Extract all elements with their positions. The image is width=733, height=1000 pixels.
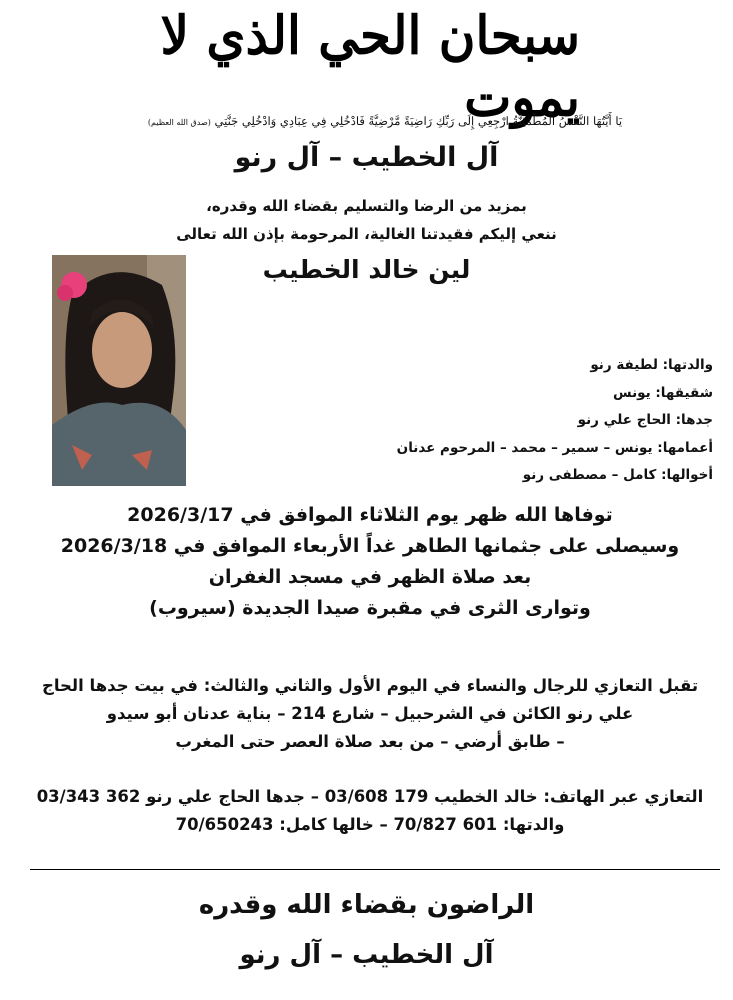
relative-grandfather: جدها: الحاج علي رنو: [577, 412, 713, 428]
verse-source: (صدق الله العظيم): [147, 118, 211, 127]
phone-line-1: التعازي عبر الهاتف: خالد الخطيب 179 03/608 – جدها الحاج علي رنو 362 03/343: [36, 787, 704, 806]
deceased-name: لين خالد الخطيب: [262, 255, 471, 284]
relative-mother: والدتها: لطيفة رنو: [590, 357, 713, 373]
announcement-line-2: ننعي إليكم فقيدتنا الغالية، المرحومة بإذن الله تعالى: [176, 225, 557, 243]
announcement-line-1: بمزيد من الرضا والتسليم بقضاء الله وقدره،: [206, 197, 527, 215]
family-names-title: آل الخطيب – آل رنو: [234, 142, 499, 173]
funeral-prayer-line: وسيصلى على جثمانها الطاهر غداً الأربعاء الموافق في 2026/3/18: [60, 535, 680, 557]
condolence-line-3: – طابق أرضي – من بعد صلاة العصر حتى المغرب: [175, 732, 565, 751]
prayer-location-line: بعد صلاة الظهر في مسجد الغفران: [208, 566, 532, 588]
footer-line-1: الراضون بقضاء الله وقدره: [198, 890, 535, 920]
footer-family-names: آل الخطيب – آل رنو: [239, 940, 494, 970]
deceased-photo: [52, 255, 186, 486]
phone-line-2: والدتها: 601 70/827 – خالها كامل: 70/650243: [175, 815, 565, 834]
death-date-line: توفاها الله ظهر يوم الثلاثاء الموافق في 2026/3/17: [127, 504, 613, 526]
burial-line: وتوارى الثرى في مقبرة صيدا الجديدة (سيروب): [149, 597, 591, 619]
relatives-list: [233, 352, 713, 490]
divider-line: [30, 869, 720, 870]
phone-condolences: [20, 783, 720, 839]
footer-signature: [0, 880, 733, 980]
relative-uncles-maternal: أخوالها: كامل – مصطفى رنو: [522, 467, 713, 483]
relative-uncles-paternal: أعمامها: يونس – سمير – محمد – المرحوم عدنان: [396, 439, 713, 456]
relative-brother: شقيقها: يونس: [613, 384, 713, 401]
condolence-line-2: علي رنو الكائن في الشرحبيل – شارع 214 – بناية عدنان أبو سيدو: [106, 704, 634, 723]
verse-text: يَا أَيَّتُهَا النَّفْسُ الْمُطْمَئِنَّةُ ارْجِعِي إِلَى رَبِّكِ رَاضِيَةً مَّرْضِيَّةً فَادْخُلِي فِي عِبَادِي وَادْخُلِي جَنَّتِي: [214, 114, 623, 128]
quran-verse: [60, 114, 710, 128]
condolence-details: [20, 672, 720, 756]
condolence-line-1: تقبل التعازي للرجال والنساء في اليوم الأول والثاني والثالث: في بيت جدها الحاج: [41, 676, 699, 695]
calligraphy-header: سبحان الحي الذي لا يموت: [160, 3, 580, 128]
death-details: [20, 500, 720, 624]
